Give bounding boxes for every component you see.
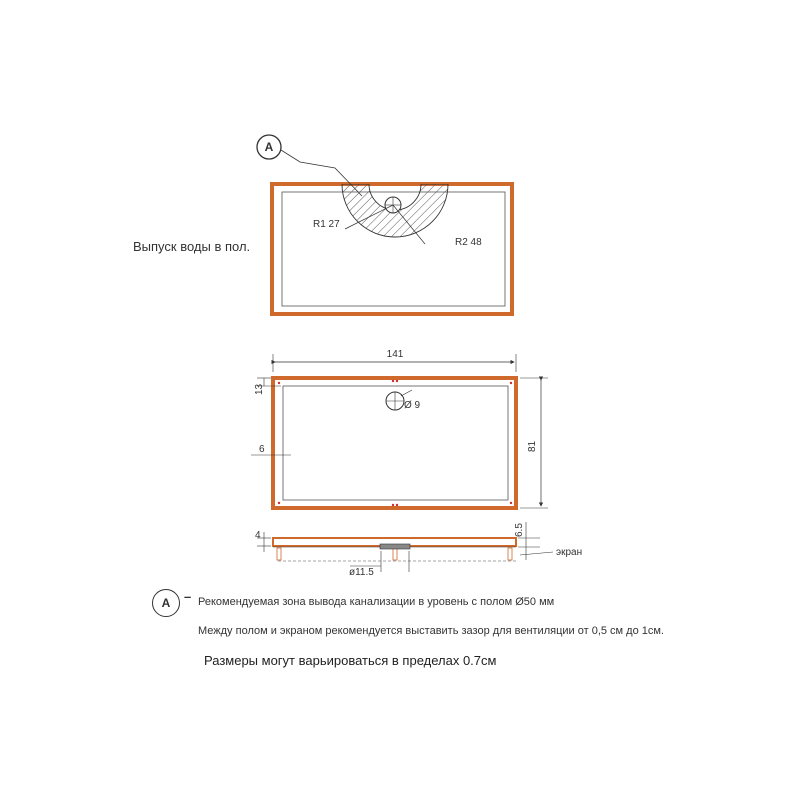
screen-label: экран	[556, 547, 583, 558]
height-label: 81	[527, 440, 538, 452]
plan-view	[251, 349, 548, 508]
edge-offset-label: 13	[254, 383, 265, 395]
side-height-label: 4	[255, 530, 261, 541]
side-drain-label: ø11.5	[349, 567, 374, 578]
width-label: 141	[386, 349, 404, 360]
side-total-label: 6.5	[514, 523, 525, 537]
inner-offset-label: 6	[259, 444, 265, 455]
siphon	[380, 544, 410, 549]
r2-label: R2 48	[455, 237, 482, 248]
note-dash: –	[184, 589, 192, 604]
side-view	[255, 522, 582, 578]
floor-drain-label: Выпуск воды в пол.	[133, 239, 251, 254]
note-ventilation-gap: Между полом и экраном рекомендуется выставить зазор для вентиляции от 0,5 см до 1см.	[198, 625, 664, 637]
drain-diameter-label: Ø 9	[404, 400, 421, 411]
note-callout-a: A	[152, 589, 180, 617]
top-view	[133, 135, 512, 314]
detail-callout-letter: A	[264, 140, 274, 154]
note-drain-zone: Рекомендуемая зона вывода канализации в уровень с полом Ø50 мм	[198, 596, 555, 608]
note-tolerance: Размеры могут варьироваться в пределах 0.7см	[204, 653, 497, 668]
r1-label: R1 27	[313, 219, 340, 230]
